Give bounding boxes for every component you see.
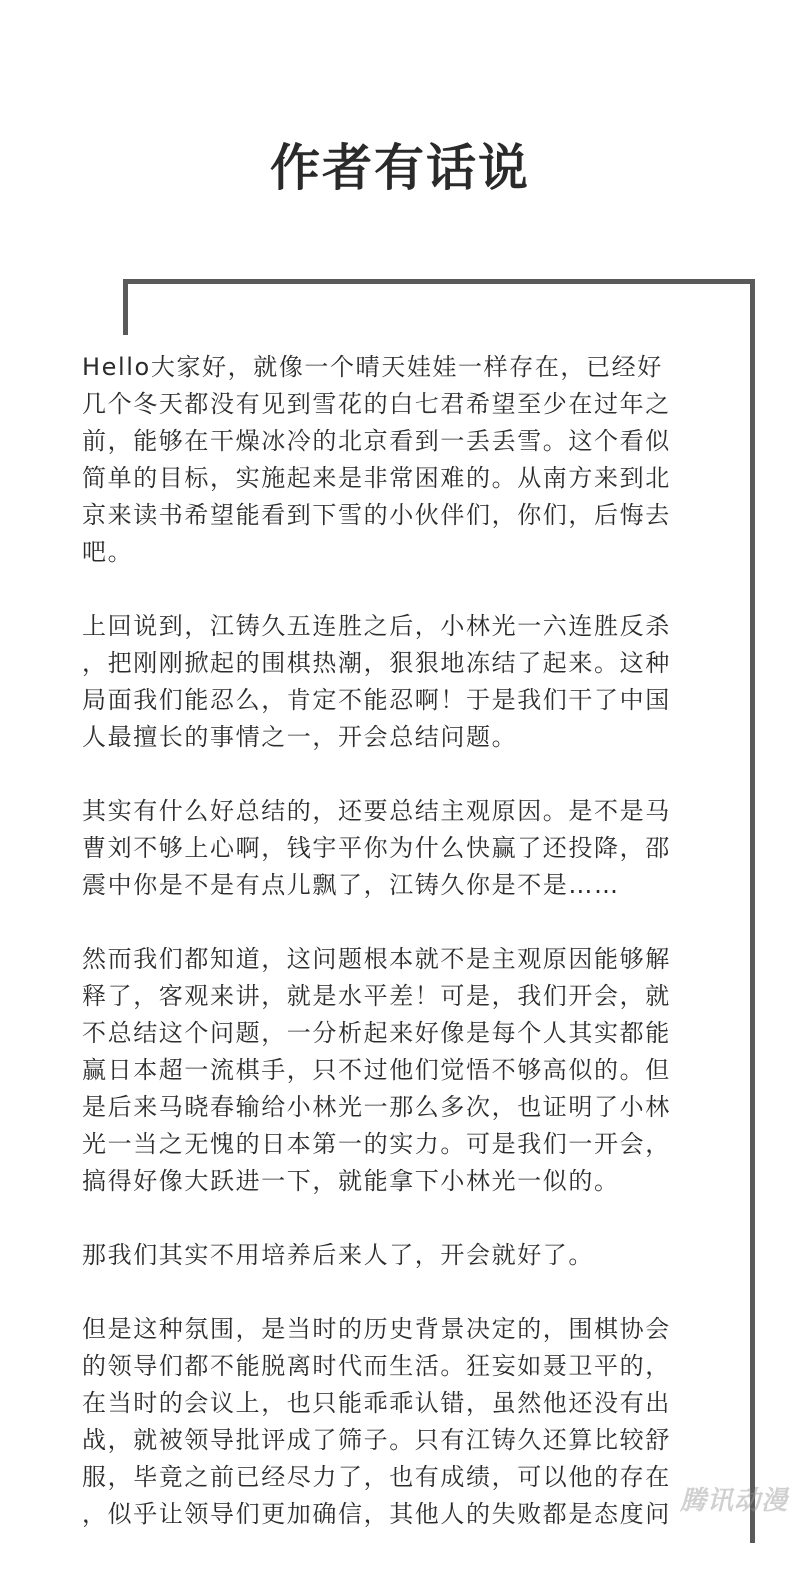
article-body xyxy=(82,349,722,1570)
text-line: 京来读书希望能看到下雪的小伙伴们，你们，后悔去 xyxy=(82,501,671,529)
text-line: 上回说到，江铸久五连胜之后，小林光一六连胜反杀 xyxy=(82,612,671,640)
text-line: ，把刚刚掀起的围棋热潮，狠狠地冻结了起来。这种 xyxy=(82,649,671,677)
paragraph-5 xyxy=(82,1237,722,1274)
text-line: 释了，客观来讲，就是水平差！可是，我们开会，就 xyxy=(82,982,671,1010)
text-line: 光一当之无愧的日本第一的实力。可是我们一开会， xyxy=(82,1130,671,1158)
text-line: 震中你是不是有点儿飘了，江铸久你是不是…… xyxy=(82,871,620,899)
paragraph-6 xyxy=(82,1311,722,1533)
frame-left-border xyxy=(123,279,128,335)
paragraph-2 xyxy=(82,608,722,756)
text-line: 在当时的会议上，也只能乖乖认错，虽然他还没有出 xyxy=(82,1389,671,1417)
frame-right-border xyxy=(750,279,755,1543)
page-title: 作者有话说 xyxy=(270,138,530,197)
text-line: 的领导们都不能脱离时代而生活。狂妄如聂卫平的， xyxy=(82,1352,671,1380)
frame-top-border xyxy=(123,279,755,284)
text-line: 搞得好像大跃进一下，就能拿下小林光一似的。 xyxy=(82,1167,620,1195)
text-line: 不总结这个问题，一分析起来好像是每个人其实都能 xyxy=(82,1019,671,1047)
text-line: 赢日本超一流棋手，只不过他们觉悟不够高似的。但 xyxy=(82,1056,671,1084)
text-line: 简单的目标，实施起来是非常困难的。从南方来到北 xyxy=(82,464,671,492)
text-line: 几个冬天都没有见到雪花的白七君希望至少在过年之 xyxy=(82,390,671,418)
text-line: 是后来马晓春输给小林光一那么多次，也证明了小林 xyxy=(82,1093,671,1121)
watermark-logo: 腾讯动漫 xyxy=(679,1486,788,1516)
text-line: 其实有什么好总结的，还要总结主观原因。是不是马 xyxy=(82,797,671,825)
paragraph-4 xyxy=(82,941,722,1200)
text-line: Hello大家好，就像一个晴天娃娃一样存在，已经好 xyxy=(82,353,663,381)
text-line: ，似乎让领导们更加确信，其他人的失败都是态度问 xyxy=(82,1500,671,1528)
text-line: 然而我们都知道，这问题根本就不是主观原因能够解 xyxy=(82,945,671,973)
text-line: 局面我们能忍么，肯定不能忍啊！于是我们干了中国 xyxy=(82,686,671,714)
text-line: 吧。 xyxy=(82,538,134,566)
text-line: 战，就被领导批评成了筛子。只有江铸久还算比较舒 xyxy=(82,1426,671,1454)
paragraph-1 xyxy=(82,349,722,571)
text-line: 那我们其实不用培养后来人了，开会就好了。 xyxy=(82,1241,594,1269)
text-line: 人最擅长的事情之一，开会总结问题。 xyxy=(82,723,518,751)
text-line: 前，能够在干燥冰冷的北京看到一丢丢雪。这个看似 xyxy=(82,427,671,455)
text-line: 服，毕竟之前已经尽力了，也有成绩，可以他的存在 xyxy=(82,1463,671,1491)
text-line: 但是这种氛围，是当时的历史背景决定的，围棋协会 xyxy=(82,1315,671,1343)
text-line: 曹刘不够上心啊，钱宇平你为什么快赢了还投降，邵 xyxy=(82,834,671,862)
paragraph-3 xyxy=(82,793,722,904)
